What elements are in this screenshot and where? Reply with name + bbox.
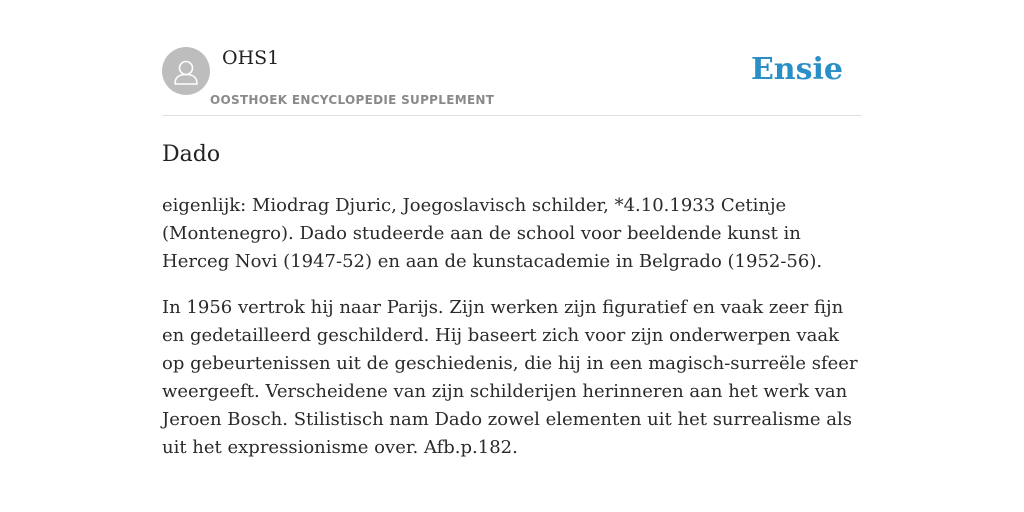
user-icon [162,47,210,95]
article-paragraph: eigenlijk: Miodrag Djuric, Joegoslavisch schilder, *4.10.1933 Cetinje (Montenegro). Dado studeerde aan de school voor beeldende kunst in Herceg Novi (1947-52) en aan de kunstacademie in Belgrado (1952-56). [162,195,823,272]
page-title: Dado [162,142,221,167]
brand-logo[interactable]: Ensie [750,52,843,87]
article-body [162,192,864,480]
source-label[interactable]: OOSTHOEK ENCYCLOPEDIE SUPPLEMENT [210,93,495,107]
header [162,46,862,116]
author-name[interactable]: OHS1 [222,47,280,69]
avatar[interactable] [162,47,210,95]
article-paragraph: In 1956 vertrok hij naar Parijs. Zijn werken zijn figuratief en vaak zeer fijn en gedetailleerd geschilderd. Hij baseert zich voor zijn onderwerpen vaak op gebeurtenissen uit de geschiedenis, die hij in een magisch-surreële sfeer weergeeft. Verscheidene van zijn schilderijen herinneren aan het werk van Jeroen Bosch. Stilistisch nam Dado zowel elementen uit het surrealisme als uit het expressionisme over. Afb.p.182. [162,297,858,458]
